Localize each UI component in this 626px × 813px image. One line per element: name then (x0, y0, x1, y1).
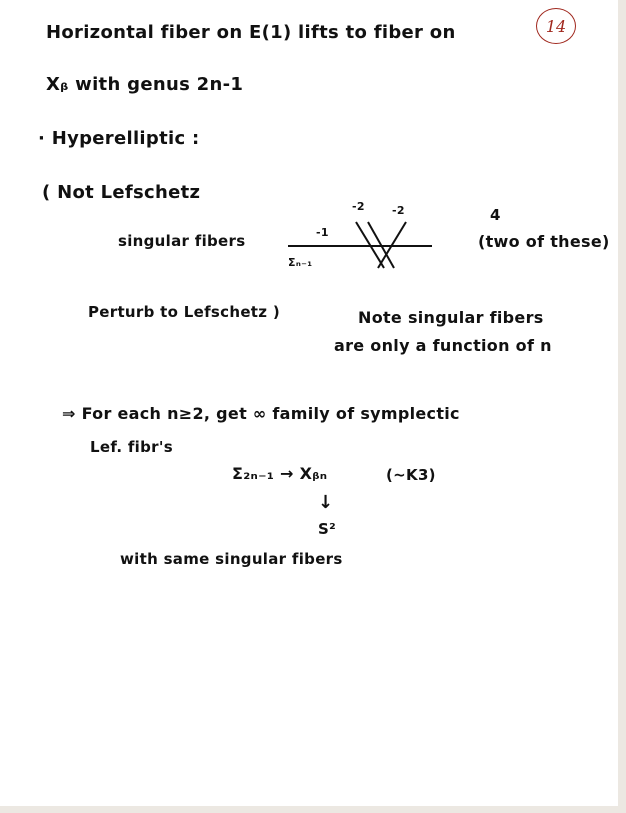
page-number-circle: 14 (536, 8, 576, 44)
conclusion-line-2: Lef. fibr's (90, 438, 173, 456)
line-perturb: Perturb to Lefschetz ) (88, 303, 280, 321)
line-not-lefschetz: ( Not Lefschetz (42, 182, 201, 203)
diagram-label-neg1: -1 (316, 226, 329, 239)
diagram-note: (two of these) (478, 232, 610, 251)
fibration-base: S² (318, 520, 336, 538)
fibration-k3-note: (~K3) (386, 466, 436, 484)
note-line-2: are only a function of n (334, 336, 552, 355)
line-horizontal-fiber: Horizontal fiber on E(1) lifts to fiber on (46, 22, 456, 43)
line-genus: Xᵦ with genus 2n-1 (46, 74, 244, 95)
diagram-label-sigma: Σₙ₋₁ (288, 256, 313, 269)
note-line-1: Note singular fibers (358, 308, 544, 327)
diagram-label-neg2b: -2 (392, 204, 405, 217)
fibration-map: Σ₂ₙ₋₁ → Xᵦₙ (232, 464, 328, 483)
closing-line: with same singular fibers (120, 550, 343, 568)
fibration-down-arrow: ↓ (318, 492, 334, 513)
line-hyperelliptic: · Hyperelliptic : (38, 128, 200, 149)
diagram-label-four: 4 (490, 206, 501, 224)
singular-fibers-label: singular fibers (118, 232, 246, 250)
diagram-label-neg2a: -2 (352, 200, 365, 213)
conclusion-line-1: ⇒ For each n≥2, get ∞ family of symplectic (62, 404, 460, 423)
